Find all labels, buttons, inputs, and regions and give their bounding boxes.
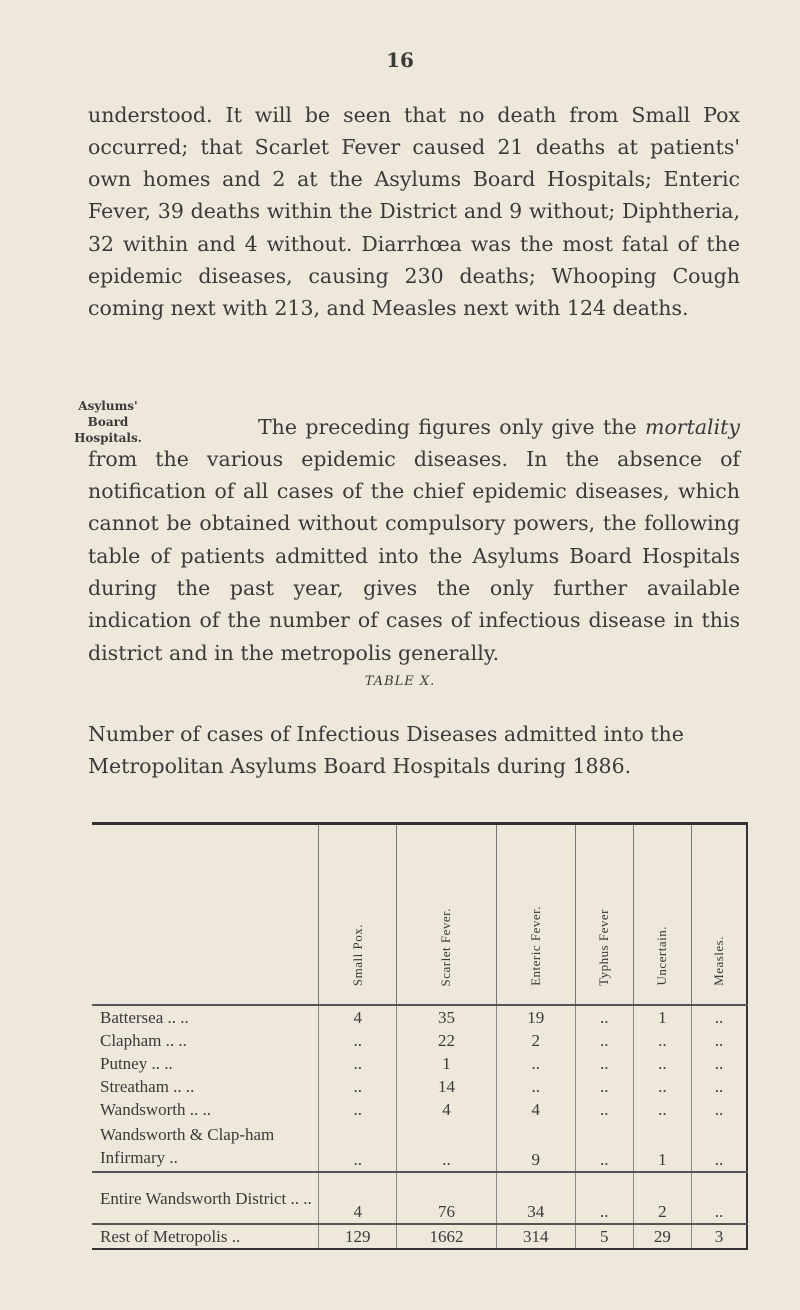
- row-label: Wandsworth .. ..: [100, 1099, 212, 1119]
- table-cell: 1: [633, 1005, 691, 1029]
- page-number: 16: [386, 48, 414, 72]
- table-cell: ..: [496, 1075, 575, 1098]
- table-caption: Number of cases of Infectious Diseases admitted into the Metropolitan Asylums Board Hospitals during 1886.: [88, 722, 684, 778]
- table-row: [92, 1005, 747, 1029]
- column-header-label: Scarlet Fever.: [438, 907, 454, 986]
- table-cell: ..: [575, 1052, 633, 1075]
- table-cell: ..: [691, 1172, 747, 1224]
- table-row: [92, 1224, 747, 1249]
- table-cell: 22: [397, 1029, 497, 1052]
- column-header: [319, 824, 397, 1006]
- table-cell: 4: [397, 1098, 497, 1121]
- table-cell: ..: [691, 1005, 747, 1029]
- table-cell: ..: [691, 1098, 747, 1121]
- table-cell: 2: [496, 1029, 575, 1052]
- infectious-diseases-table: [92, 822, 748, 1250]
- column-header: [633, 824, 691, 1006]
- table-cell: ..: [319, 1098, 397, 1121]
- table-cell: 34: [496, 1172, 575, 1224]
- paragraph-text: The preceding figures only give the: [258, 414, 646, 439]
- table-cell: 314: [496, 1224, 575, 1249]
- column-header-label: Measles.: [710, 936, 726, 986]
- table-cell: ..: [691, 1121, 747, 1172]
- table-cell: ..: [575, 1029, 633, 1052]
- row-label: Entire Wandsworth District .. ..: [92, 1172, 319, 1224]
- table-cell: 9: [496, 1121, 575, 1172]
- table-row: [92, 1075, 747, 1098]
- paragraph-text: from the various epidemic diseases. In the absence of notification of all cases of the chief epidemic diseases, which cannot be obtained without compulsory powers, the following table of patients admitted into the Asylums Board Hospitals during the past year, gives the only further available indication of the number of cases of infectious disease in this district and in the metropolis generally.: [88, 446, 740, 665]
- table-cell: ..: [575, 1172, 633, 1224]
- row-label: Putney .. ..: [100, 1053, 173, 1073]
- table-cell: ..: [575, 1098, 633, 1121]
- table-cell: 1: [633, 1121, 691, 1172]
- table-cell: 2: [633, 1172, 691, 1224]
- table-cell: ..: [319, 1121, 397, 1172]
- table-cell: ..: [397, 1121, 497, 1172]
- table-cell: 4: [319, 1172, 397, 1224]
- table-cell: 3: [691, 1224, 747, 1249]
- table-cell: ..: [633, 1098, 691, 1121]
- table-cell: ..: [633, 1052, 691, 1075]
- table-row: [92, 1052, 747, 1075]
- table-cell: ..: [319, 1029, 397, 1052]
- column-header: [496, 824, 575, 1006]
- table-cell: ..: [575, 1121, 633, 1172]
- column-header-label: Enteric Fever.: [527, 906, 543, 986]
- table-cell: 129: [319, 1224, 397, 1249]
- paragraph-mortality-summary: understood. It will be seen that no death from Small Pox occurred; that Scarlet Fever caused 21 deaths at patients' own homes and 2 at the Asylums Board Hospitals; Enteric Fever, 39 deaths within the District and 9 without; Diphtheria, 32 within and 4 without. Diarrhœa was the most fatal of the epidemic diseases, causing 230 deaths; Whooping Cough coming next with 213, and Measles next with 124 deaths.: [88, 102, 740, 321]
- table-header-row: [92, 824, 747, 1006]
- column-header-label: Small Pox.: [349, 923, 365, 986]
- table-cell: 19: [496, 1005, 575, 1029]
- row-label: Clapham .. ..: [100, 1030, 187, 1050]
- table-cell: ..: [633, 1075, 691, 1098]
- table-cell: 1: [397, 1052, 497, 1075]
- table-row: [92, 1098, 747, 1121]
- table-cell: ..: [319, 1052, 397, 1075]
- table-cell: 35: [397, 1005, 497, 1029]
- column-header-label: Typhus Fever: [596, 909, 612, 986]
- row-label: Battersea .. ..: [100, 1007, 189, 1027]
- row-label: Wandsworth & Clap-ham Infirmary ..: [100, 1125, 275, 1167]
- blank-header: [92, 824, 319, 1006]
- table-cell: ..: [575, 1005, 633, 1029]
- table-cell: 1662: [397, 1224, 497, 1249]
- margin-note: Asylums' Board Hospitals.: [74, 399, 142, 445]
- table-cell: 4: [496, 1098, 575, 1121]
- table-cell: ..: [691, 1029, 747, 1052]
- table-row: [92, 1029, 747, 1052]
- table-cell: ..: [496, 1052, 575, 1075]
- table-cell: ..: [691, 1075, 747, 1098]
- table-cell: ..: [575, 1075, 633, 1098]
- table-cell: ..: [633, 1029, 691, 1052]
- row-label: Streatham .. ..: [100, 1076, 195, 1096]
- table-cell: 29: [633, 1224, 691, 1249]
- table-cell: 14: [397, 1075, 497, 1098]
- table-row: [92, 1121, 747, 1172]
- row-label: Rest of Metropolis ..: [92, 1224, 319, 1249]
- emphasis-mortality: mortality: [645, 414, 740, 439]
- table-cell: 4: [319, 1005, 397, 1029]
- paragraph-asylums-board: [88, 411, 740, 669]
- table-row: [92, 1172, 747, 1224]
- table-cell: 5: [575, 1224, 633, 1249]
- table-cell: ..: [691, 1052, 747, 1075]
- column-header-label: Uncertain.: [654, 926, 670, 986]
- table-label: TABLE X.: [364, 674, 436, 689]
- table-cell: 76: [397, 1172, 497, 1224]
- table-cell: ..: [319, 1075, 397, 1098]
- column-header: [575, 824, 633, 1006]
- column-header: [397, 824, 497, 1006]
- column-header: [691, 824, 747, 1006]
